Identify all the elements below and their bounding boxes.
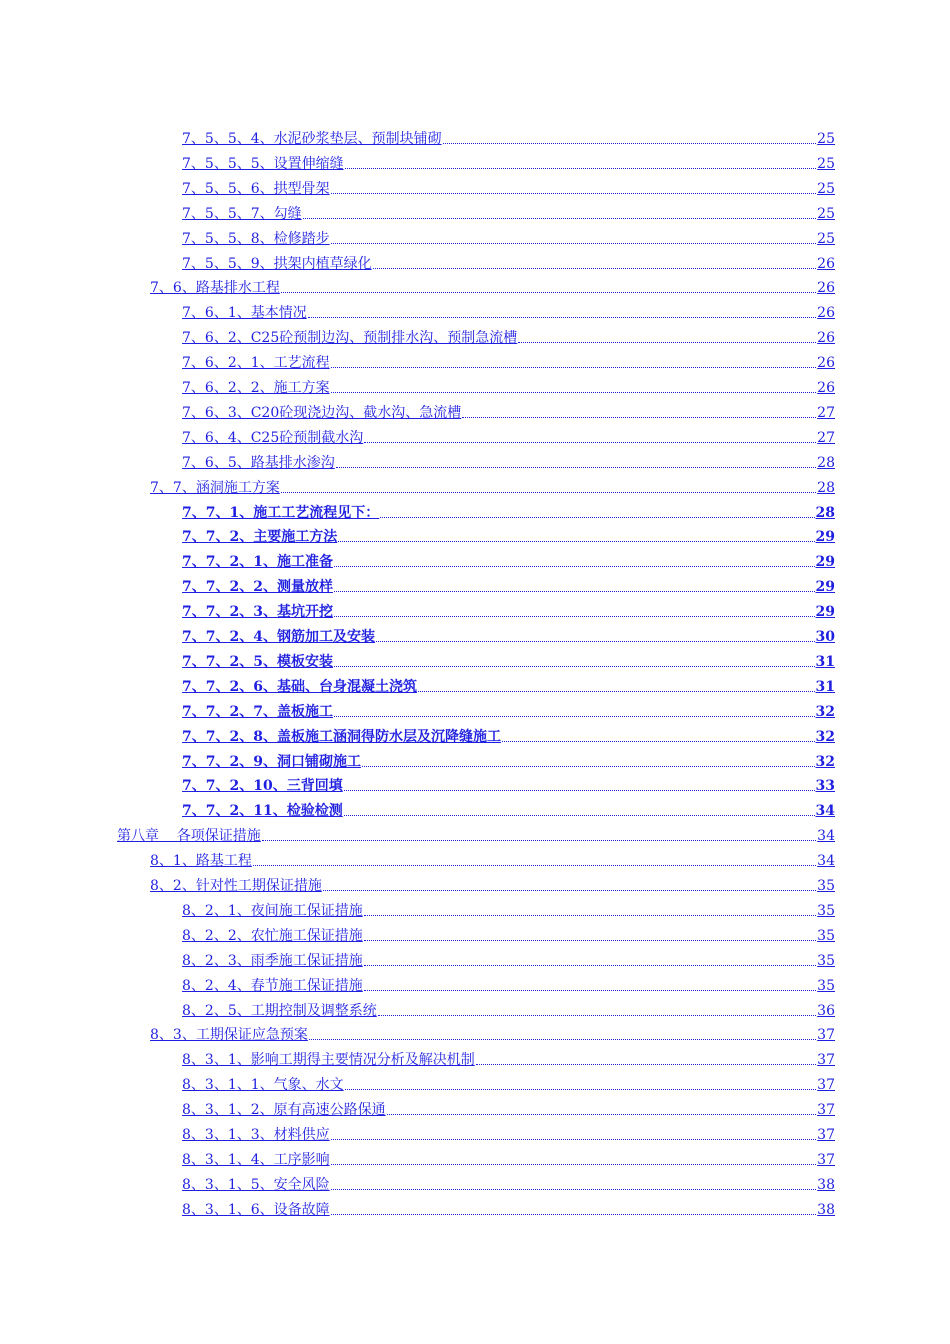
toc-entry-title: 7、7、2、10、三背回填 bbox=[182, 778, 343, 795]
dot-leader bbox=[331, 367, 817, 368]
dot-leader bbox=[344, 815, 815, 816]
toc-entry-page-number: 34 bbox=[815, 803, 835, 820]
toc-entry-page-number: 32 bbox=[815, 703, 835, 720]
dot-leader bbox=[345, 168, 817, 169]
toc-entry-title: 7、5、5、8、检修踏步 bbox=[182, 230, 330, 247]
toc-entry[interactable] bbox=[182, 622, 835, 646]
toc-entry-title: 7、7、2、6、基础、台身混凝土浇筑 bbox=[182, 678, 417, 695]
toc-entry-title: 7、6、4、C25砼预制截水沟 bbox=[182, 429, 364, 446]
dot-leader bbox=[331, 1189, 817, 1190]
toc-entry[interactable] bbox=[150, 473, 835, 497]
toc-entry[interactable] bbox=[182, 498, 835, 522]
toc-entry-title: 8、3、1、4、工序影响 bbox=[182, 1151, 330, 1168]
dot-leader bbox=[281, 492, 816, 493]
toc-entry-page-number: 37 bbox=[817, 1102, 835, 1119]
dot-leader bbox=[331, 243, 817, 244]
toc-entry[interactable] bbox=[182, 896, 835, 920]
toc-entry[interactable] bbox=[182, 249, 835, 273]
toc-entry[interactable] bbox=[182, 722, 835, 746]
toc-entry[interactable] bbox=[150, 871, 835, 895]
toc-entry-page-number: 29 bbox=[815, 579, 835, 596]
toc-entry[interactable] bbox=[150, 1020, 835, 1044]
dot-leader bbox=[378, 1015, 816, 1016]
dot-leader bbox=[309, 1039, 816, 1040]
toc-entry-title: 8、3、1、3、材料供应 bbox=[182, 1127, 330, 1143]
toc-entry-page-number: 32 bbox=[815, 728, 835, 745]
dot-leader bbox=[331, 193, 817, 194]
toc-entry[interactable] bbox=[182, 199, 835, 223]
toc-entry-page-number: 37 bbox=[817, 1052, 835, 1069]
toc-entry-page-number: 38 bbox=[817, 1201, 835, 1218]
toc-entry-title: 7、6、2、C25砼预制边沟、预制排水沟、预制急流槽 bbox=[182, 330, 518, 347]
toc-entry-title: 8、3、1、1、气象、水文 bbox=[182, 1077, 344, 1094]
toc-entry-title: 8、3、1、影响工期得主要情况分析及解决机制 bbox=[182, 1052, 475, 1069]
toc-entry-title: 7、7、1、施工工艺流程见下： bbox=[182, 504, 380, 521]
toc-entry[interactable] bbox=[182, 298, 835, 322]
toc-entry-title: 7、7、2、2、测量放样 bbox=[182, 579, 333, 596]
toc-entry-page-number: 25 bbox=[817, 180, 835, 197]
toc-entry-title: 7、7、2、1、施工准备 bbox=[182, 554, 333, 571]
toc-entry[interactable] bbox=[182, 1145, 835, 1169]
toc-entry-title: 7、5、5、5、设置伸缩缝 bbox=[182, 155, 344, 172]
toc-entry[interactable] bbox=[182, 323, 835, 347]
toc-entry-title: 7、6、1、基本情况 bbox=[182, 305, 307, 322]
toc-entry-title: 7、7、2、5、模板安装 bbox=[182, 653, 333, 670]
toc-entry-title: 8、1、路基工程 bbox=[150, 853, 252, 870]
toc-entry-title: 7、7、2、8、盖板施工涵洞得防水层及沉降缝施工 bbox=[182, 728, 501, 745]
toc-entry-title: 7、7、2、9、洞口铺砌施工 bbox=[182, 753, 361, 770]
toc-entry[interactable] bbox=[182, 697, 835, 721]
dot-leader bbox=[376, 641, 815, 642]
toc-entry-title: 8、2、3、雨季施工保证措施 bbox=[182, 952, 363, 969]
toc-entry-page-number: 25 bbox=[817, 230, 835, 247]
toc-entry-page-number: 28 bbox=[815, 504, 835, 521]
toc-entry-title: 7、7、2、主要施工方法 bbox=[182, 529, 338, 546]
toc-entry[interactable] bbox=[182, 373, 835, 397]
toc-entry-page-number: 30 bbox=[815, 629, 835, 645]
toc-entry-page-number: 29 bbox=[815, 529, 835, 546]
dot-leader bbox=[334, 616, 815, 617]
toc-entry-page-number: 26 bbox=[817, 355, 835, 372]
toc-entry-page-number: 25 bbox=[817, 155, 835, 172]
dot-leader bbox=[334, 566, 815, 567]
toc-entry-title: 7、5、5、4、水泥砂浆垫层、预制块铺砌 bbox=[182, 131, 442, 147]
dot-leader bbox=[443, 143, 817, 144]
toc-entry-title: 7、7、2、4、钢筋加工及安装 bbox=[182, 629, 375, 645]
toc-entry-page-number: 32 bbox=[815, 753, 835, 770]
toc-entry-page-number: 35 bbox=[817, 927, 835, 944]
toc-entry-page-number: 26 bbox=[817, 380, 835, 396]
dot-leader bbox=[253, 865, 816, 866]
toc-entry[interactable] bbox=[182, 224, 835, 248]
toc-entry[interactable] bbox=[182, 1195, 835, 1219]
toc-entry-title: 7、6、路基排水工程 bbox=[150, 280, 280, 297]
dot-leader bbox=[362, 766, 815, 767]
toc-entry-title: 7、7、涵洞施工方案 bbox=[150, 479, 280, 496]
toc-entry[interactable] bbox=[182, 1170, 835, 1194]
toc-entry-title: 7、5、5、6、拱型骨架 bbox=[182, 180, 330, 197]
dot-leader bbox=[338, 541, 814, 542]
toc-entry-page-number: 25 bbox=[817, 205, 835, 222]
toc-entry[interactable] bbox=[182, 597, 835, 621]
toc-entry-title: 7、6、2、2、施工方案 bbox=[182, 380, 330, 396]
dot-leader bbox=[387, 1114, 817, 1115]
toc-entry-page-number: 26 bbox=[817, 280, 835, 297]
toc-entry[interactable] bbox=[182, 1045, 835, 1069]
toc-entry[interactable] bbox=[182, 921, 835, 945]
toc-entry[interactable] bbox=[182, 647, 835, 671]
toc-entry-page-number: 35 bbox=[817, 878, 835, 894]
toc-entry-title: 7、6、2、1、工艺流程 bbox=[182, 355, 330, 372]
dot-leader bbox=[308, 317, 816, 318]
toc-entry-title: 8、3、1、2、原有高速公路保通 bbox=[182, 1102, 386, 1119]
toc-entry-page-number: 28 bbox=[817, 479, 835, 496]
toc-entry[interactable] bbox=[182, 522, 835, 546]
dot-leader bbox=[373, 268, 817, 269]
toc-entry[interactable] bbox=[150, 273, 835, 297]
dot-leader bbox=[336, 467, 816, 468]
dot-leader bbox=[418, 691, 815, 692]
toc-entry-title: 7、5、5、7、勾缝 bbox=[182, 205, 302, 222]
dot-leader bbox=[331, 1164, 817, 1165]
toc-entry-title: 7、6、5、路基排水渗沟 bbox=[182, 454, 335, 471]
toc-entry[interactable] bbox=[182, 174, 835, 198]
dot-leader bbox=[364, 965, 816, 966]
toc-entry[interactable] bbox=[182, 1070, 835, 1094]
toc-entry-page-number: 37 bbox=[817, 1027, 835, 1044]
dot-leader bbox=[331, 1139, 817, 1140]
dot-leader bbox=[331, 1214, 817, 1215]
dot-leader bbox=[380, 517, 814, 518]
toc-entry[interactable] bbox=[182, 971, 835, 995]
toc-entry-page-number: 37 bbox=[817, 1077, 835, 1094]
toc-entry-page-number: 29 bbox=[815, 604, 835, 621]
toc-entry[interactable] bbox=[182, 1095, 835, 1119]
toc-entry-title: 8、2、4、春节施工保证措施 bbox=[182, 977, 363, 994]
toc-entry-page-number: 34 bbox=[817, 828, 835, 845]
toc-entry[interactable] bbox=[182, 672, 835, 696]
toc-entry-page-number: 25 bbox=[817, 131, 835, 147]
toc-entry[interactable] bbox=[182, 448, 835, 472]
toc-entry-page-number: 35 bbox=[817, 977, 835, 994]
dot-leader bbox=[334, 716, 815, 717]
dot-leader bbox=[344, 790, 815, 791]
toc-entry-title: 7、7、2、11、检验检测 bbox=[182, 803, 343, 820]
toc-entry-page-number: 35 bbox=[817, 952, 835, 969]
toc-entry[interactable] bbox=[150, 846, 835, 870]
toc-entry[interactable] bbox=[182, 771, 835, 795]
dot-leader bbox=[323, 890, 816, 891]
toc-entry-title: 7、5、5、9、拱架内植草绿化 bbox=[182, 255, 372, 272]
toc-entry-title: 7、7、2、3、基坑开挖 bbox=[182, 604, 333, 621]
toc-entry-page-number: 27 bbox=[817, 429, 835, 446]
toc-entry-page-number: 33 bbox=[815, 778, 835, 795]
dot-leader bbox=[502, 741, 815, 742]
toc-entry-page-number: 34 bbox=[817, 853, 835, 870]
toc-entry-title: 8、3、1、5、安全风险 bbox=[182, 1176, 330, 1193]
dot-leader bbox=[281, 292, 816, 293]
toc-entry[interactable] bbox=[182, 747, 835, 771]
dot-leader bbox=[462, 417, 816, 418]
toc-entry-page-number: 31 bbox=[815, 678, 835, 695]
dot-leader bbox=[262, 840, 816, 841]
dot-leader bbox=[345, 1089, 817, 1090]
toc-entry[interactable] bbox=[182, 149, 835, 173]
toc-entry-title: 7、7、2、7、盖板施工 bbox=[182, 703, 333, 720]
toc-entry-page-number: 26 bbox=[817, 330, 835, 347]
dot-leader bbox=[364, 990, 816, 991]
toc-entry[interactable] bbox=[182, 572, 835, 596]
toc-entry-title: 8、3、工期保证应急预案 bbox=[150, 1027, 308, 1044]
toc-entry-page-number: 37 bbox=[817, 1127, 835, 1143]
toc-entry[interactable] bbox=[182, 348, 835, 372]
toc-entry[interactable] bbox=[182, 946, 835, 970]
toc-entry-title: 7、6、3、C20砼现浇边沟、截水沟、急流槽 bbox=[182, 404, 462, 421]
dot-leader bbox=[364, 442, 816, 443]
toc-entry-title: 8、2、2、农忙施工保证措施 bbox=[182, 927, 363, 944]
toc-entry-title: 8、2、针对性工期保证措施 bbox=[150, 878, 322, 894]
toc-entry[interactable] bbox=[182, 398, 835, 422]
toc-entry[interactable] bbox=[182, 996, 835, 1020]
toc-entry-page-number: 37 bbox=[817, 1151, 835, 1168]
toc-entry-title: 第八章 各项保证措施 bbox=[117, 828, 261, 845]
toc-entry[interactable] bbox=[182, 124, 835, 148]
toc-entry-page-number: 31 bbox=[815, 653, 835, 670]
toc-entry-title: 8、3、1、6、设备故障 bbox=[182, 1201, 330, 1218]
dot-leader bbox=[334, 666, 815, 667]
toc-entry[interactable] bbox=[182, 1120, 835, 1144]
toc-entry-page-number: 28 bbox=[817, 454, 835, 471]
toc-entry-page-number: 26 bbox=[817, 255, 835, 272]
toc-entry-page-number: 26 bbox=[817, 305, 835, 322]
dot-leader bbox=[518, 342, 816, 343]
toc-entry-title: 8、2、1、夜间施工保证措施 bbox=[182, 902, 363, 919]
toc-entry-page-number: 29 bbox=[815, 554, 835, 571]
toc-entry[interactable] bbox=[117, 821, 835, 845]
dot-leader bbox=[334, 591, 815, 592]
toc-entry-page-number: 27 bbox=[817, 404, 835, 421]
toc-entry[interactable] bbox=[182, 423, 835, 447]
toc-entry-page-number: 36 bbox=[817, 1002, 835, 1019]
toc-entry[interactable] bbox=[182, 796, 835, 820]
dot-leader bbox=[331, 392, 817, 393]
toc-entry[interactable] bbox=[182, 547, 835, 571]
dot-leader bbox=[303, 218, 817, 219]
dot-leader bbox=[476, 1064, 816, 1065]
toc-entry-page-number: 35 bbox=[817, 902, 835, 919]
dot-leader bbox=[364, 915, 816, 916]
toc-entry-page-number: 38 bbox=[817, 1176, 835, 1193]
toc-entry-title: 8、2、5、工期控制及调整系统 bbox=[182, 1002, 377, 1019]
dot-leader bbox=[364, 940, 816, 941]
